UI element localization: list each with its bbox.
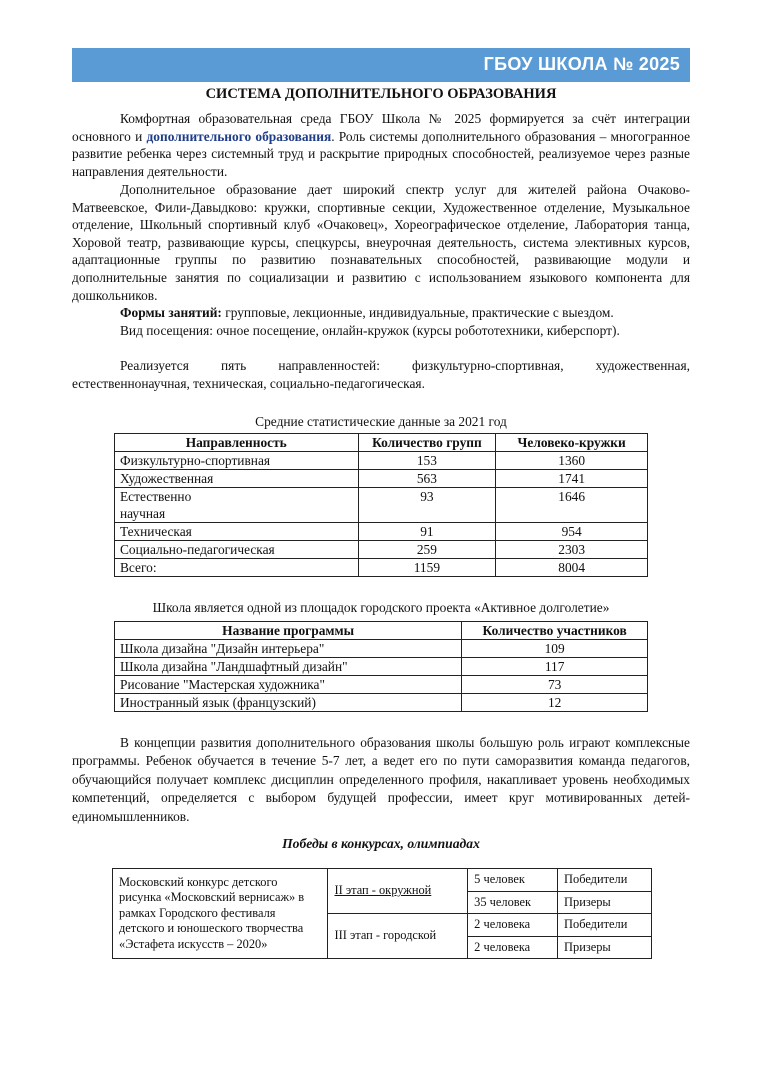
cell-result: Призеры	[558, 936, 652, 959]
cell-count: 73	[462, 676, 648, 694]
cell-participants: 1741	[496, 470, 648, 488]
paragraph-services: Дополнительное образование дает широкий спектр услуг для жителей района Очаково-Матвеевское, Фили-Давыдково: кружки, спортивные секции, Художественное отделение, Музыкальное отделение, Школьный спортивный клуб «Очаковец», Хореографическое отделение, Лаборатория танца, Хоровой театр, развивающие курсы, спецкурсы, внеурочная деятельность, система элективных курсов, адаптационные группы по развитию познавательных способностей, развивающие модули и дополнительные занятия по социализации и развитию с использованием языкового компонента для дошкольников.	[72, 182, 690, 303]
column-header: Количество групп	[358, 434, 496, 452]
table-header-row	[115, 434, 648, 452]
cell-direction: Техническая	[115, 523, 359, 541]
cell-result: Победители	[558, 914, 652, 937]
table-total-row	[115, 559, 648, 577]
cell-people: 5 человек	[468, 869, 558, 892]
cell-program: Школа дизайна "Ландшафтный дизайн"	[115, 658, 462, 676]
paragraph-attendance: Вид посещения: очное посещение, онлайн-кружок (курсы робототехники, киберспорт).	[120, 323, 620, 338]
table-row	[115, 470, 648, 488]
table-row	[115, 694, 648, 712]
table1-caption: Средние статистические данные за 2021 год	[255, 414, 507, 429]
additional-education-link[interactable]: дополнительного образования	[146, 128, 332, 144]
table2-caption: Школа является одной из площадок городского проекта «Активное долголетие»	[152, 600, 610, 615]
table-row	[115, 658, 648, 676]
cell-count: 117	[462, 658, 648, 676]
column-header: Человеко-кружки	[496, 434, 648, 452]
paragraph-directions: Реализуется пять направленностей: физкультурно-спортивная, художественная, естественнонаучная, техническая, социально-педагогическая.	[72, 358, 690, 391]
cell-direction: Художественная	[115, 470, 359, 488]
cell-program: Иностранный язык (французский)	[115, 694, 462, 712]
cell-people: 2 человека	[468, 936, 558, 959]
cell-groups: 91	[358, 523, 496, 541]
cell-program: Рисование "Мастерская художника"	[115, 676, 462, 694]
cell-stage	[328, 869, 468, 914]
cell-groups: 259	[358, 541, 496, 559]
paragraph-intro	[72, 110, 690, 180]
cell-participants: 954	[496, 523, 648, 541]
column-header: Название программы	[115, 622, 462, 640]
cell-groups: 563	[358, 470, 496, 488]
table-row	[115, 488, 648, 523]
cell-groups: 93	[358, 488, 496, 523]
forms-text: групповые, лекционные, индивидуальные, практические с выездом.	[221, 305, 614, 320]
cell-participants: 1646	[496, 488, 648, 523]
column-header: Направленность	[115, 434, 359, 452]
table-header-row	[115, 622, 648, 640]
table-row	[115, 676, 648, 694]
stats-table	[114, 433, 648, 577]
cell-people: 35 человек	[468, 891, 558, 914]
intro-text-start: Комфортная образовательная среда ГБОУ Школа № 2025 формируется за счёт интеграции основного и	[72, 111, 690, 144]
paragraph-concept: В концепции развития дополнительного образования школы большую роль играют комплексные программы. Ребенок обучается в течение 5-7 лет, а ведет его по пути саморазвития команда педагогов, обучающийся получает комплекс дисциплин определенного профиля, накапливает уровень необходимых компетенций, определяется с выбором будущей профессии, имеет круг мотивированных детей-единомышленников.	[72, 735, 690, 824]
cell-program: Школа дизайна "Дизайн интерьера"	[115, 640, 462, 658]
cell-groups: 1159	[358, 559, 496, 577]
table-row	[113, 869, 652, 892]
cell-direction: Социально-педагогическая	[115, 541, 359, 559]
paragraph-forms	[72, 304, 690, 322]
cell-participants: 2303	[496, 541, 648, 559]
cell-result: Призеры	[558, 891, 652, 914]
intro-text-end: . Роль системы дополнительного образования – многогранное развитие ребенка через системный труд и раскрытие природных способностей, реализуемое через разные направления деятельности.	[72, 128, 691, 179]
cell-direction	[115, 488, 359, 523]
page-title: СИСТЕМА ДОПОЛНИТЕЛЬНОГО ОБРАЗОВАНИЯ	[205, 86, 557, 102]
forms-label: Формы занятий:	[120, 305, 222, 320]
header-banner	[72, 48, 690, 82]
table-row	[115, 452, 648, 470]
cell-direction: Физкультурно-спортивная	[115, 452, 359, 470]
cell-result: Победители	[558, 869, 652, 892]
table-row	[115, 541, 648, 559]
wins-title: Победы в конкурсах, олимпиадах	[282, 836, 480, 851]
longevity-table	[114, 621, 648, 712]
cell-participants: 1360	[496, 452, 648, 470]
stage-district: II этап - окружной	[334, 883, 432, 898]
cell-count: 109	[462, 640, 648, 658]
cell-contest: Московский конкурс детского рисунка «Московский вернисаж» в рамках Городского фестиваля детского и юношеского творчества «Эстафета искусств – 2020»	[113, 869, 328, 959]
cell-direction: Всего:	[115, 559, 359, 577]
cell-count: 12	[462, 694, 648, 712]
cell-direction-text: Естественно научная	[120, 489, 192, 521]
cell-stage: III этап - городской	[328, 914, 468, 959]
table-row	[115, 640, 648, 658]
cell-people: 2 человека	[468, 914, 558, 937]
column-header: Количество участников	[462, 622, 648, 640]
cell-groups: 153	[358, 452, 496, 470]
wins-table	[112, 868, 652, 959]
cell-participants: 8004	[496, 559, 648, 577]
table-row	[115, 523, 648, 541]
school-name: ГБОУ ШКОЛА № 2025	[483, 54, 680, 74]
